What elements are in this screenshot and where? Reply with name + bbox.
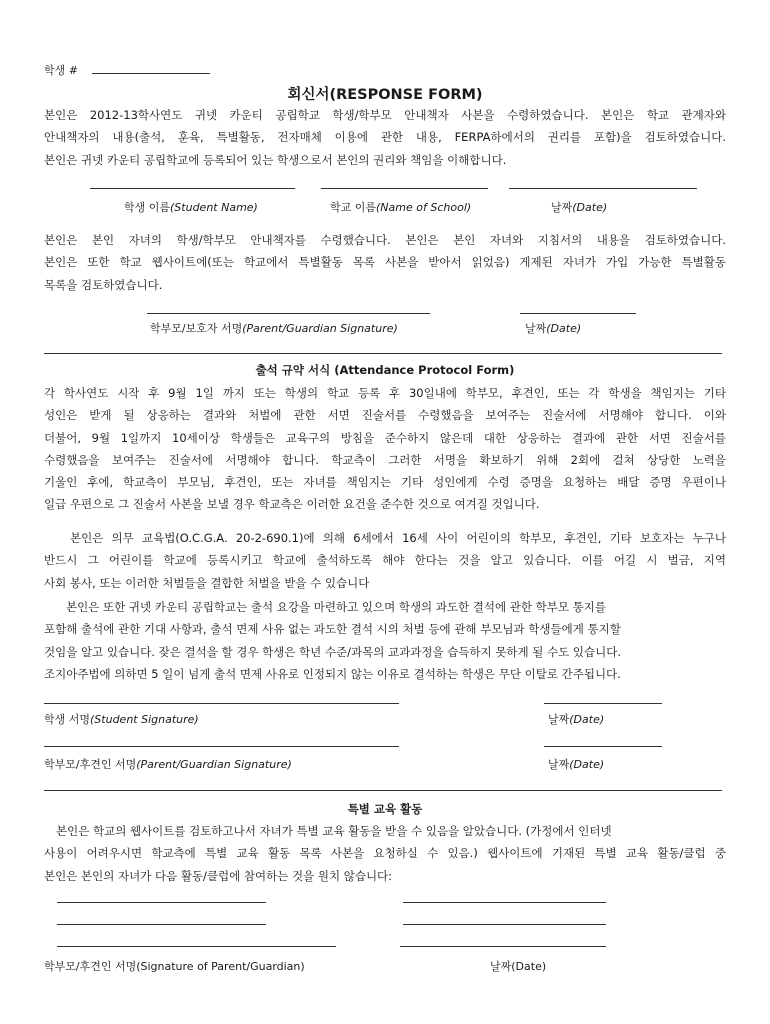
student-date-line[interactable] bbox=[544, 703, 662, 704]
response-form-title: 회신서(RESPONSE FORM) bbox=[287, 87, 483, 103]
response-intro-paragraph bbox=[44, 104, 726, 171]
text-line: 각 학사연도 시작 후 9월 1일 까지 또는 학생의 학교 등록 후 30일내에 학부모, 후견인, 또는 각 학생을 책임지는 기타 bbox=[44, 386, 726, 400]
special-activities-title: 특별 교육 활동 bbox=[347, 802, 423, 816]
student-number-label: 학생 # bbox=[44, 64, 78, 77]
parent-signature-label: 학부모/보호자 서명(Parent/Guardian Signature) bbox=[150, 322, 398, 335]
text-line: 본인은 귀넷 카운티 공립학교에 등록되어 있는 학생으로서 본인의 권리와 책임을 이해합니다. bbox=[44, 152, 507, 167]
activity-line-left-3[interactable] bbox=[57, 946, 336, 947]
parent-date-line[interactable] bbox=[520, 313, 636, 314]
activity-line-left-2[interactable] bbox=[57, 924, 266, 925]
parent-signature-line[interactable] bbox=[147, 313, 430, 314]
text-line: 더불어, 9월 1일까지 10세이상 학생들은 교육구의 방침을 준수하지 않은데 대한 상응하는 결과에 관한 서면 진술서를 bbox=[44, 430, 726, 445]
text-line: 반드시 그 어린이를 학교에 등록시키고 학교에 출석하도록 해야 한다는 것을 알고 있습니다. 이를 어길 시 벌금, 지역 bbox=[44, 553, 726, 568]
student-number-line[interactable] bbox=[92, 73, 210, 74]
school-name-line[interactable] bbox=[321, 188, 488, 189]
text-line: 사회 봉사, 또는 이러한 처벌들을 결합한 처벌을 받을 수 있습니다 bbox=[44, 575, 370, 590]
date-line[interactable] bbox=[509, 188, 697, 189]
text-line: 일급 우편으로 그 진술서 사본을 보낼 경우 학교측은 이러한 요건을 준수한 것으로 여겨질 것입니다. bbox=[44, 497, 540, 512]
text-line: 안내책자의 내용(출석, 훈육, 특별활동, 전자매체 이용에 관한 내용, FERPA하에서의 권리를 포함)을 검토하였습니다. bbox=[44, 130, 726, 145]
attendance-paragraph-2 bbox=[44, 527, 726, 594]
date-label: 날짜(Date) bbox=[551, 201, 608, 214]
text-line: 성인은 받게 될 상응하는 결과와 처벌에 관한 서면 진술서를 수령했음을 보여주는 진술서에 서명해야 합니다. 이와 bbox=[44, 408, 726, 423]
parent-receipt-paragraph bbox=[44, 229, 726, 296]
text-line: 수령했음을 보여주는 진술서에 서명해야 합니다. 학교측이 그러한 서명을 확보하기 위해 2회에 걸쳐 상당한 노력을 bbox=[44, 452, 726, 467]
text-line: 본인은 본인의 자녀가 다음 활동/클럽에 참여하는 것을 원치 않습니다: bbox=[44, 868, 393, 883]
parent-guardian-signature-line[interactable] bbox=[44, 746, 399, 747]
parent-guardian-date-line[interactable] bbox=[544, 746, 662, 747]
parent-guardian-date-label: 날짜(Date) bbox=[548, 758, 605, 771]
text-line: 사용이 어려우시면 학교측에 특별 교육 활동 목록 사본을 요청하실 수 있음.) 웹사이트에 기재된 특별 교육 활동/클럽 중 bbox=[44, 846, 726, 861]
text-line: 본인은 2012-13학사연도 귀넷 카운티 공립학교 학생/학부모 안내책자 사본을 수령하였습니다. 본인은 학교 관계자와 bbox=[44, 108, 726, 122]
parent-guardian-signature-label: 학부모/후견인 서명(Parent/Guardian Signature) bbox=[44, 758, 292, 771]
text-line: 조지아주법에 의하면 5 일이 넘게 출석 면제 사유로 인정되지 않는 이유로 결석하는 학생은 무단 이탈로 간주됩니다. bbox=[44, 666, 621, 681]
text-line: 본인은 본인 자녀의 학생/학부모 안내책자를 수령했습니다. 본인은 본인 자녀와 지침서의 내용을 검토하였습니다. bbox=[44, 233, 726, 247]
activity-line-right-2[interactable] bbox=[403, 924, 606, 925]
student-name-label: 학생 이름(Student Name) bbox=[124, 201, 258, 214]
student-name-line[interactable] bbox=[90, 188, 295, 189]
special-date-label: 날짜(Date) bbox=[490, 960, 547, 973]
attendance-form-title: 출석 규약 서식 (Attendance Protocol Form) bbox=[255, 363, 515, 377]
text-line: 기울인 후에, 학교측이 부모님, 후견인, 또는 자녀를 책임지는 기타 성인에게 수령 증명을 요청하는 배달 증명 우편이나 bbox=[44, 475, 726, 490]
parent-date-label: 날짜(Date) bbox=[525, 322, 582, 335]
special-activities-paragraph bbox=[44, 820, 726, 887]
student-date-label: 날짜(Date) bbox=[548, 713, 605, 726]
attendance-paragraph-3 bbox=[44, 596, 726, 685]
special-parent-signature-label: 학부모/후견인 서명(Signature of Parent/Guardian) bbox=[44, 960, 305, 973]
text-line: 본인은 또한 귀넷 카운티 공립학교는 출석 요강을 마련하고 있으며 학생의 과도한 결석에 관한 학부모 통지를 bbox=[66, 600, 606, 614]
text-line: 본인은 또한 학교 웹사이트에(또는 학교에서 특별활동 목록 사본을 받아서 읽었음) 게제된 자녀가 가입 가능한 특별활동 bbox=[44, 255, 726, 270]
text-line: 목록을 검토하였습니다. bbox=[44, 277, 163, 292]
section-divider bbox=[44, 790, 722, 791]
text-line: 본인은 학교의 웹사이트를 검토하고나서 자녀가 특별 교육 활동을 받을 수 있음을 알았습니다. (가정에서 인터넷 bbox=[56, 824, 612, 838]
activity-line-right-3[interactable] bbox=[400, 946, 606, 947]
student-signature-line[interactable] bbox=[44, 703, 399, 704]
attendance-paragraph-1 bbox=[44, 382, 726, 516]
text-line: 포함해 출석에 관한 기대 사항과, 출석 면제 사유 없는 과도한 결석 시의 처벌 등에 관해 부모님과 학생들에게 통지할 bbox=[44, 622, 621, 637]
text-line: 것임을 알고 있습니다. 잦은 결석을 할 경우 학생은 학년 수준/과목의 교과과정을 습득하지 못하게 될 수도 있습니다. bbox=[44, 644, 622, 659]
school-name-label: 학교 이름(Name of School) bbox=[330, 201, 472, 214]
section-divider bbox=[44, 353, 722, 354]
activity-line-right-1[interactable] bbox=[403, 902, 606, 903]
student-signature-label: 학생 서명(Student Signature) bbox=[44, 713, 199, 726]
text-line: 본인은 의무 교육법(O.C.G.A. 20-2-690.1)에 의해 6세에서 16세 사이 어린이의 학부모, 후견인, 기타 보호자는 누구나 bbox=[70, 531, 726, 545]
activity-line-left-1[interactable] bbox=[57, 902, 266, 903]
